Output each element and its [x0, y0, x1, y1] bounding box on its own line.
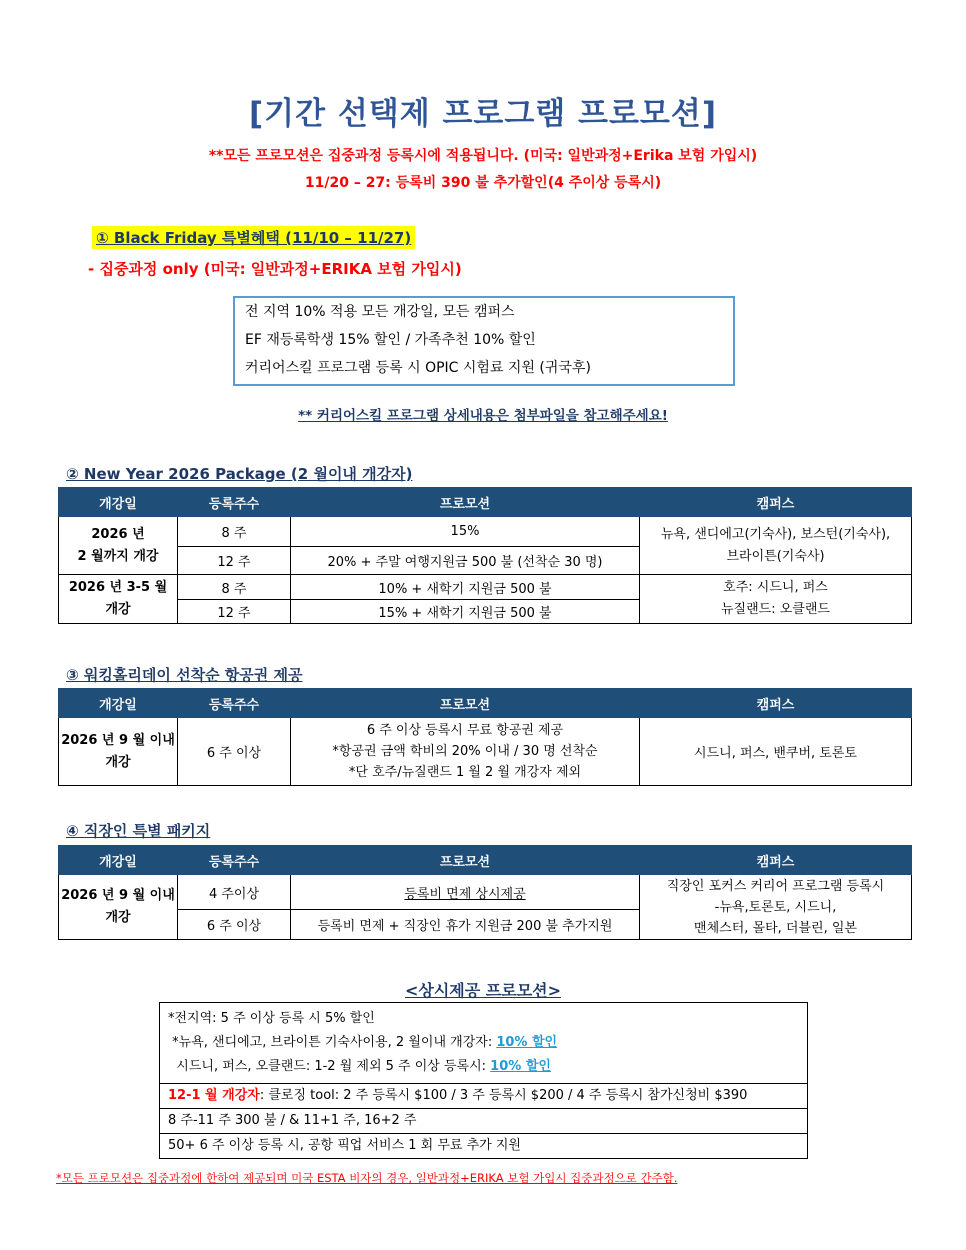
- campus-cell: 호주: 시드니, 퍼스 뉴질랜드: 오클랜드: [640, 575, 912, 624]
- discount-link: 10% 할인: [490, 1059, 551, 1074]
- col-header-weeks: 등록주수: [178, 689, 291, 718]
- campus-cell: 직장인 포커스 커리어 프로그램 등록시 -뉴욕,토론토, 시드니, 맨체스터, 몰타, 더블린, 일본: [640, 875, 912, 940]
- promo-cell: 10% + 새학기 지원금 500 불: [291, 575, 640, 600]
- discount-line: [168, 1031, 799, 1055]
- col-header-promo: 프로모션: [291, 689, 640, 718]
- discount-text: 시드니, 퍼스, 오클랜드: 1-2 월 제외 5 주 이상 등록시:: [168, 1059, 491, 1074]
- col-header-campus: 캠퍼스: [640, 488, 912, 517]
- subtitle-discount: 11/20 – 27: 등록비 390 불 추가할인(4 주이상 등록시): [304, 175, 662, 191]
- footnote: *모든 프로모션은 집중과정에 한하여 제공되며 미국 ESTA 비자의 경우, 일반과정+ERIKA 보험 가입시 집중과정으로 간주함.: [56, 1171, 678, 1185]
- col-header-weeks: 등록주수: [178, 846, 291, 875]
- col-header-weeks: 등록주수: [178, 488, 291, 517]
- campus-cell: 뉴욕, 샌디에고(기숙사), 보스턴(기숙사), 브라이튼(기숙사): [640, 517, 912, 575]
- section1-benefits-box: [233, 296, 735, 386]
- start-date-cell: 2026 년 2 월까지 개강: [59, 517, 178, 575]
- section2-heading: ② New Year 2026 Package (2 월이내 개강자): [66, 465, 413, 483]
- promo-cell: 6 주 이상 등록시 무료 항공권 제공 *항공권 금액 학비의 20% 이내 / 30 명 선착순 *단 호주/뉴질랜드 1 월 2 월 개강자 제외: [291, 718, 640, 786]
- benefit-line: EF 재등록학생 15% 할인 / 가족추천 10% 할인: [245, 332, 536, 348]
- closing-label: 12-1 월 개강자: [168, 1088, 260, 1103]
- discount-link: 10% 할인: [496, 1035, 558, 1050]
- permanent-row-weeks: 8 주-11 주 300 불 / & 11+1 주, 16+2 주: [160, 1108, 807, 1133]
- weeks-cell: 8 주: [178, 517, 291, 547]
- new-year-table: [58, 487, 912, 624]
- start-date-cell: 2026 년 9 월 이내 개강: [59, 875, 178, 940]
- permanent-promo-box: [159, 1002, 808, 1159]
- weeks-cell: 8 주: [178, 575, 291, 600]
- working-holiday-table: [58, 688, 912, 786]
- section3-heading: ③ 워킹홀리데이 선착순 항공권 제공: [66, 666, 303, 684]
- subtitle-notice: **모든 프로모션은 집중과정 등록시에 적용됩니다. (미국: 일반과정+Erika 보험 가입시): [208, 148, 758, 164]
- permanent-row-discounts: [160, 1003, 807, 1083]
- col-header-start: 개강일: [59, 689, 178, 718]
- promo-cell: 15% + 새학기 지원금 500 불: [291, 600, 640, 624]
- col-header-promo: 프로모션: [291, 488, 640, 517]
- weeks-cell: 4 주이상: [178, 875, 291, 910]
- benefit-line: 커리어스킬 프로그램 등록 시 OPIC 시험료 지원 (귀국후): [245, 360, 591, 376]
- col-header-campus: 캠퍼스: [640, 846, 912, 875]
- promo-cell: 등록비 면제 + 직장인 휴가 지원금 200 불 추가지원: [291, 910, 640, 940]
- permanent-promo-title: <상시제공 프로모션>: [404, 981, 562, 1000]
- promo-cell: 15%: [291, 517, 640, 547]
- col-header-promo: 프로모션: [291, 846, 640, 875]
- start-date-cell: 2026 년 3-5 월 개강: [59, 575, 178, 624]
- weeks-cell: 6 주 이상: [178, 910, 291, 940]
- permanent-row-closing: [160, 1083, 807, 1108]
- closing-text: : 클로징 tool: 2 주 등록시 $100 / 3 주 등록시 $200 / 4 주 등록시 참가신청비 $390: [259, 1088, 748, 1103]
- page-title: [기간 선택제 프로그램 프로모션]: [248, 96, 717, 132]
- col-header-start: 개강일: [59, 488, 178, 517]
- discount-line: [168, 1055, 799, 1079]
- weeks-cell: 6 주 이상: [178, 718, 291, 786]
- section1-note: ** 커리어스킬 프로그램 상세내용은 첨부파일을 참고해주세요!: [298, 408, 668, 424]
- section1-heading: ① Black Friday 특별혜택 (11/10 – 11/27): [92, 226, 415, 249]
- discount-text: *뉴욕, 샌디에고, 브라이튼 기숙사이용, 2 월이내 개강자:: [168, 1035, 497, 1050]
- campus-cell: 시드니, 퍼스, 밴쿠버, 토론토: [640, 718, 912, 786]
- section4-heading: ④ 직장인 특별 패키지: [66, 822, 211, 840]
- weeks-cell: 12 주: [178, 600, 291, 624]
- weeks-cell: 12 주: [178, 547, 291, 575]
- col-header-start: 개강일: [59, 846, 178, 875]
- discount-line: *전지역: 5 주 이상 등록 시 5% 할인: [168, 1011, 375, 1026]
- permanent-row-airport: 50+ 6 주 이상 등록 시, 공항 픽업 서비스 1 회 무료 추가 지원: [160, 1133, 807, 1158]
- col-header-campus: 캠퍼스: [640, 689, 912, 718]
- promo-cell: 20% + 주말 여행지원금 500 불 (선착순 30 명): [291, 547, 640, 575]
- start-date-cell: 2026 년 9 월 이내 개강: [59, 718, 178, 786]
- benefit-line: 전 지역 10% 적용 모든 개강일, 모든 캠퍼스: [245, 304, 515, 320]
- office-worker-table: [58, 845, 912, 940]
- section1-subheading: - 집중과정 only (미국: 일반과정+ERIKA 보험 가입시): [88, 260, 462, 278]
- promo-cell: 등록비 면제 상시제공: [291, 875, 640, 910]
